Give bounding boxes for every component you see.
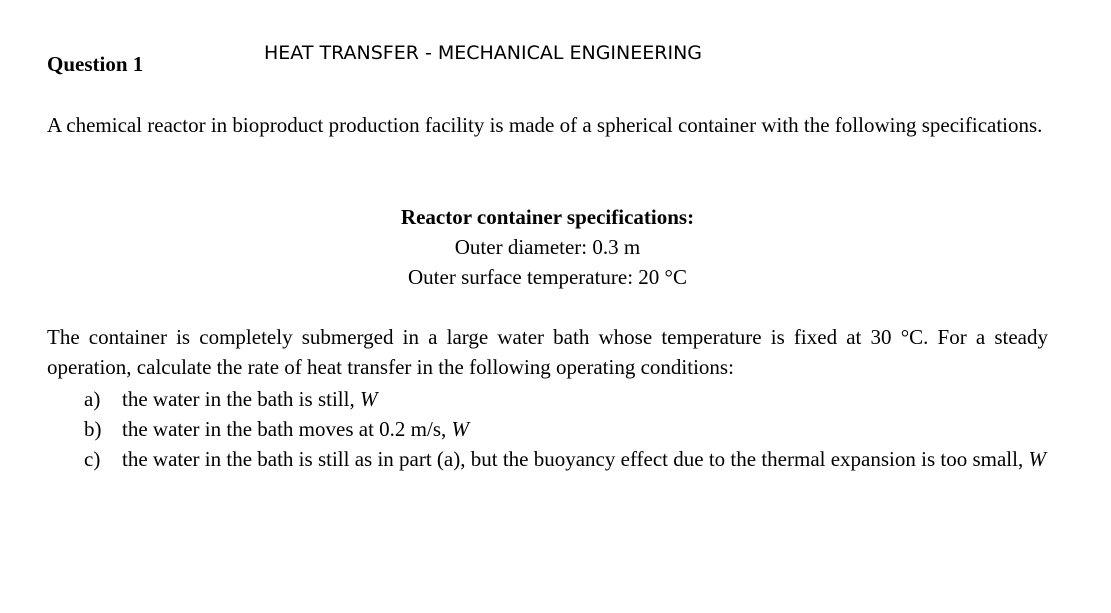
question-part-b (47, 414, 1048, 444)
part-unit: W (1028, 447, 1046, 471)
part-text: the water in the bath is still as in part (a), but the buoyancy effect due to the thermal expansion is too small, (122, 447, 1029, 471)
question-part-c (47, 444, 1048, 474)
question-intro-paragraph: A chemical reactor in bioproduct production facility is made of a spherical container with the following specifications. (47, 113, 1043, 137)
spec-outer-diameter: Outer diameter: 0.3 m (454, 235, 641, 259)
part-text: the water in the bath moves at 0.2 m/s, (122, 417, 452, 441)
spec-outer-surface-temperature: Outer surface temperature: 20 °C (408, 265, 687, 289)
document-header-title: HEAT TRANSFER - MECHANICAL ENGINEERING (264, 42, 703, 64)
part-label: a) (84, 387, 101, 411)
question-label: Question 1 (47, 52, 144, 76)
part-unit: W (451, 417, 470, 441)
part-unit: W (359, 387, 378, 411)
question-parts-list (47, 384, 1048, 474)
part-label: b) (84, 417, 102, 441)
specifications-block (47, 202, 1048, 292)
specifications-heading: Reactor container specifications: (400, 205, 695, 229)
question-body-paragraph: The container is completely submerged in a large water bath whose temperature is fixed at 30 °C. For a steady operation, calculate the rate of heat transfer in the following operating conditions: (47, 325, 1048, 379)
question-part-a (47, 384, 1048, 414)
part-text: the water in the bath is still, (122, 387, 360, 411)
part-label: c) (84, 447, 101, 471)
